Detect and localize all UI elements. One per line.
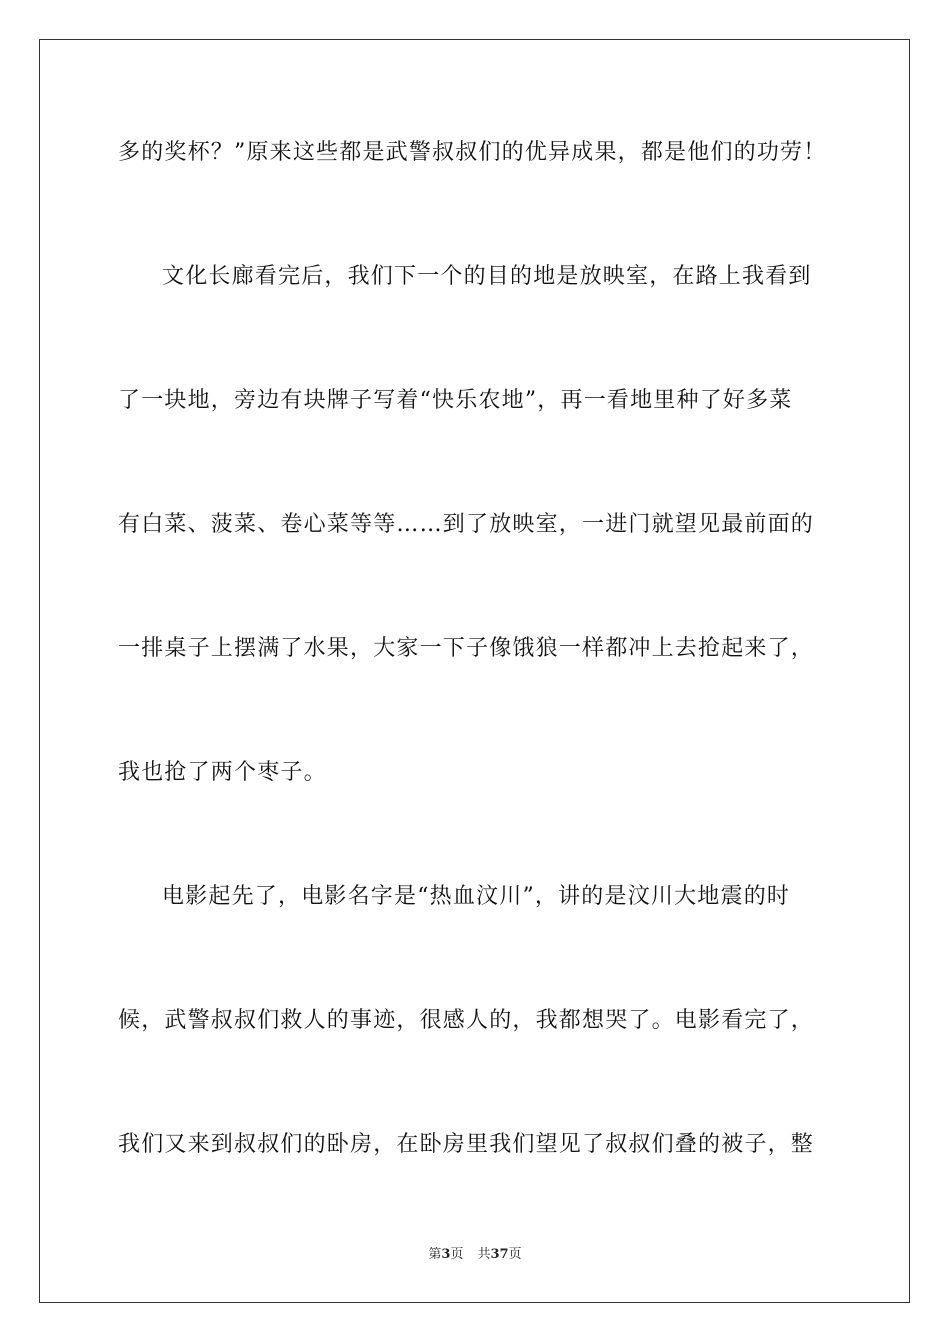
page-suffix: 页 (450, 1247, 464, 1262)
total-prefix: 共 (477, 1247, 491, 1262)
text-line-9: 我们又来到叔叔们的卧房，在卧房里我们望见了叔叔们叠的被子，整 (118, 1132, 815, 1157)
text-line-8: 候，武警叔叔们救人的事迹，很感人的，我都想哭了。电影看完了， (118, 1008, 815, 1033)
page-prefix: 第 (428, 1247, 442, 1262)
total-pages: 37 (490, 1247, 509, 1262)
text-line-7: 电影起先了，电影名字是“热血汶川”，讲的是汶川大地震的时 (162, 884, 791, 909)
page-number: 3 (441, 1247, 451, 1262)
text-line-1: 多的奖杯？”原来这些都是武警叔叔们的优异成果，都是他们的功劳！ (118, 140, 827, 165)
text-line-4: 有白菜、菠菜、卷心菜等等……到了放映室，一进门就望见最前面的 (118, 512, 815, 537)
text-line-2: 文化长廊看完后，我们下一个的目的地是放映室，在路上我看到 (162, 264, 812, 289)
page-footer (0, 1246, 950, 1264)
text-line-6: 我也抢了两个枣子。 (118, 760, 327, 785)
total-suffix: 页 (508, 1247, 522, 1262)
text-line-5: 一排桌子上摆满了水果，大家一下子像饿狼一样都冲上去抢起来了， (118, 636, 815, 661)
page-border (39, 39, 910, 1303)
text-line-3: 了一块地，旁边有块牌子写着“快乐农地”，再一看地里种了好多菜 (118, 388, 793, 413)
